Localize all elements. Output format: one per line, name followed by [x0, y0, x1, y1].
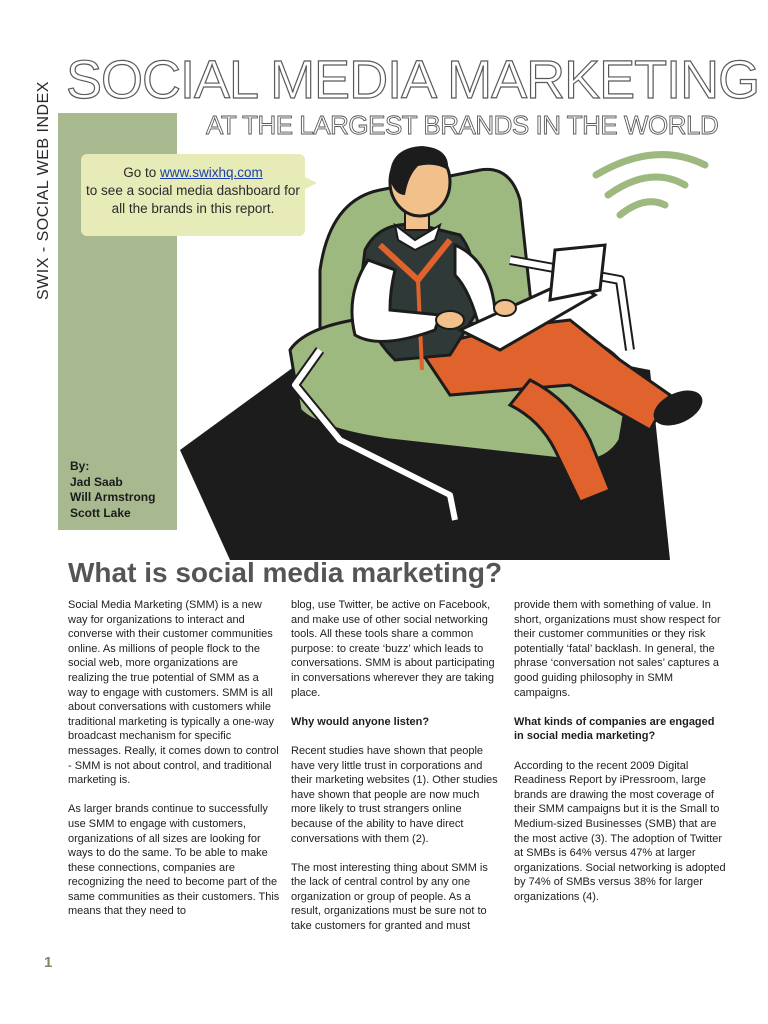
authors-block	[70, 459, 190, 521]
page-title: SOCIAL MEDIA MARKETING	[66, 50, 760, 110]
wifi-signal-icon	[596, 155, 705, 215]
authors-label: By:	[70, 459, 90, 473]
paragraph: According to the recent 2009 Digital Readiness Report by iPressroom, large brands are drawing the most coverage of their SMM campaigns but it is the Small to Medium-sized Businesses (SMB) that are the most active (3). The adoption of Twitter at SMBs is 64% versus 47% at larger organizations. Social networking is adopted by 74% of SMBs versus 38% for larger organizations (4).	[514, 759, 726, 903]
author-name: Jad Saab	[70, 474, 123, 489]
paragraph: The most interesting thing about SMM is the lack of central control by any one organization or group of people. As a result, organizations must be sure not to take customers for granted and must	[291, 861, 488, 933]
callout-line-1: Go to www.swixhq.com	[123, 165, 263, 180]
article-heading: What is social media marketing?	[68, 557, 503, 588]
paragraph: Recent studies have shown that people have very little trust in corporations and their marketing websites (1). Other studies have shown that people are now much more likely to trust strangers online because of the ability to have direct conversations with them (2).	[291, 744, 498, 845]
article-column-1	[68, 598, 280, 934]
paragraph: Social Media Marketing (SMM) is a new way for organizations to interact and converse with their customer communities online. As millions of people flock to the social web, more organizations are realizing the true potential of SMM as a way to engage with customers. SMM is all about conversations with customers while traditional marketing is typically a one-way broadcast mechanism for specific messages. Really, it comes down to control - SMM is not about control, and traditional marketing is.	[68, 599, 279, 787]
paragraph: As larger brands continue to successfully use SMM to engage with customers, organizations of all sizes are looking for ways to do the same. To be able to make these connections, companies are recognizing the need to become part of the same communities as their customers. This means that they need to	[68, 803, 280, 918]
callout-box	[81, 154, 305, 236]
callout-line-3: all the brands in this report.	[111, 201, 275, 216]
side-label: SWIX - SOCIAL WEB INDEX	[35, 81, 52, 300]
subheading: What kinds of companies are engaged in social media marketing?	[514, 715, 715, 743]
paragraph: blog, use Twitter, be active on Facebook, and make use of other social networking tools. All these tools share a common purpose: to create ‘buzz’ which leads to conversations. SMM is about participating in conversations wherever they are taking place.	[291, 599, 495, 699]
left-shoe	[595, 494, 655, 522]
article-column-3	[514, 598, 726, 919]
swixhq-link[interactable]: www.swixhq.com	[160, 165, 263, 180]
author-name: Scott Lake	[70, 505, 131, 520]
page-number: 1	[44, 954, 53, 971]
callout-tail	[303, 176, 317, 190]
page-subtitle: AT THE LARGEST BRANDS IN THE WORLD	[206, 110, 719, 140]
callout-line-2: to see a social media dashboard for	[86, 183, 300, 198]
subheading: Why would anyone listen?	[291, 715, 430, 728]
article-column-2	[291, 598, 503, 948]
paragraph: provide them with something of value. In short, organizations must show respect for their customer communities or they risk potentially ‘fatal’ backlash. In general, the phrase ‘conversation not sales’ captures a good guiding philosophy in SMM campaigns.	[514, 599, 721, 699]
author-name: Will Armstrong	[70, 490, 156, 504]
